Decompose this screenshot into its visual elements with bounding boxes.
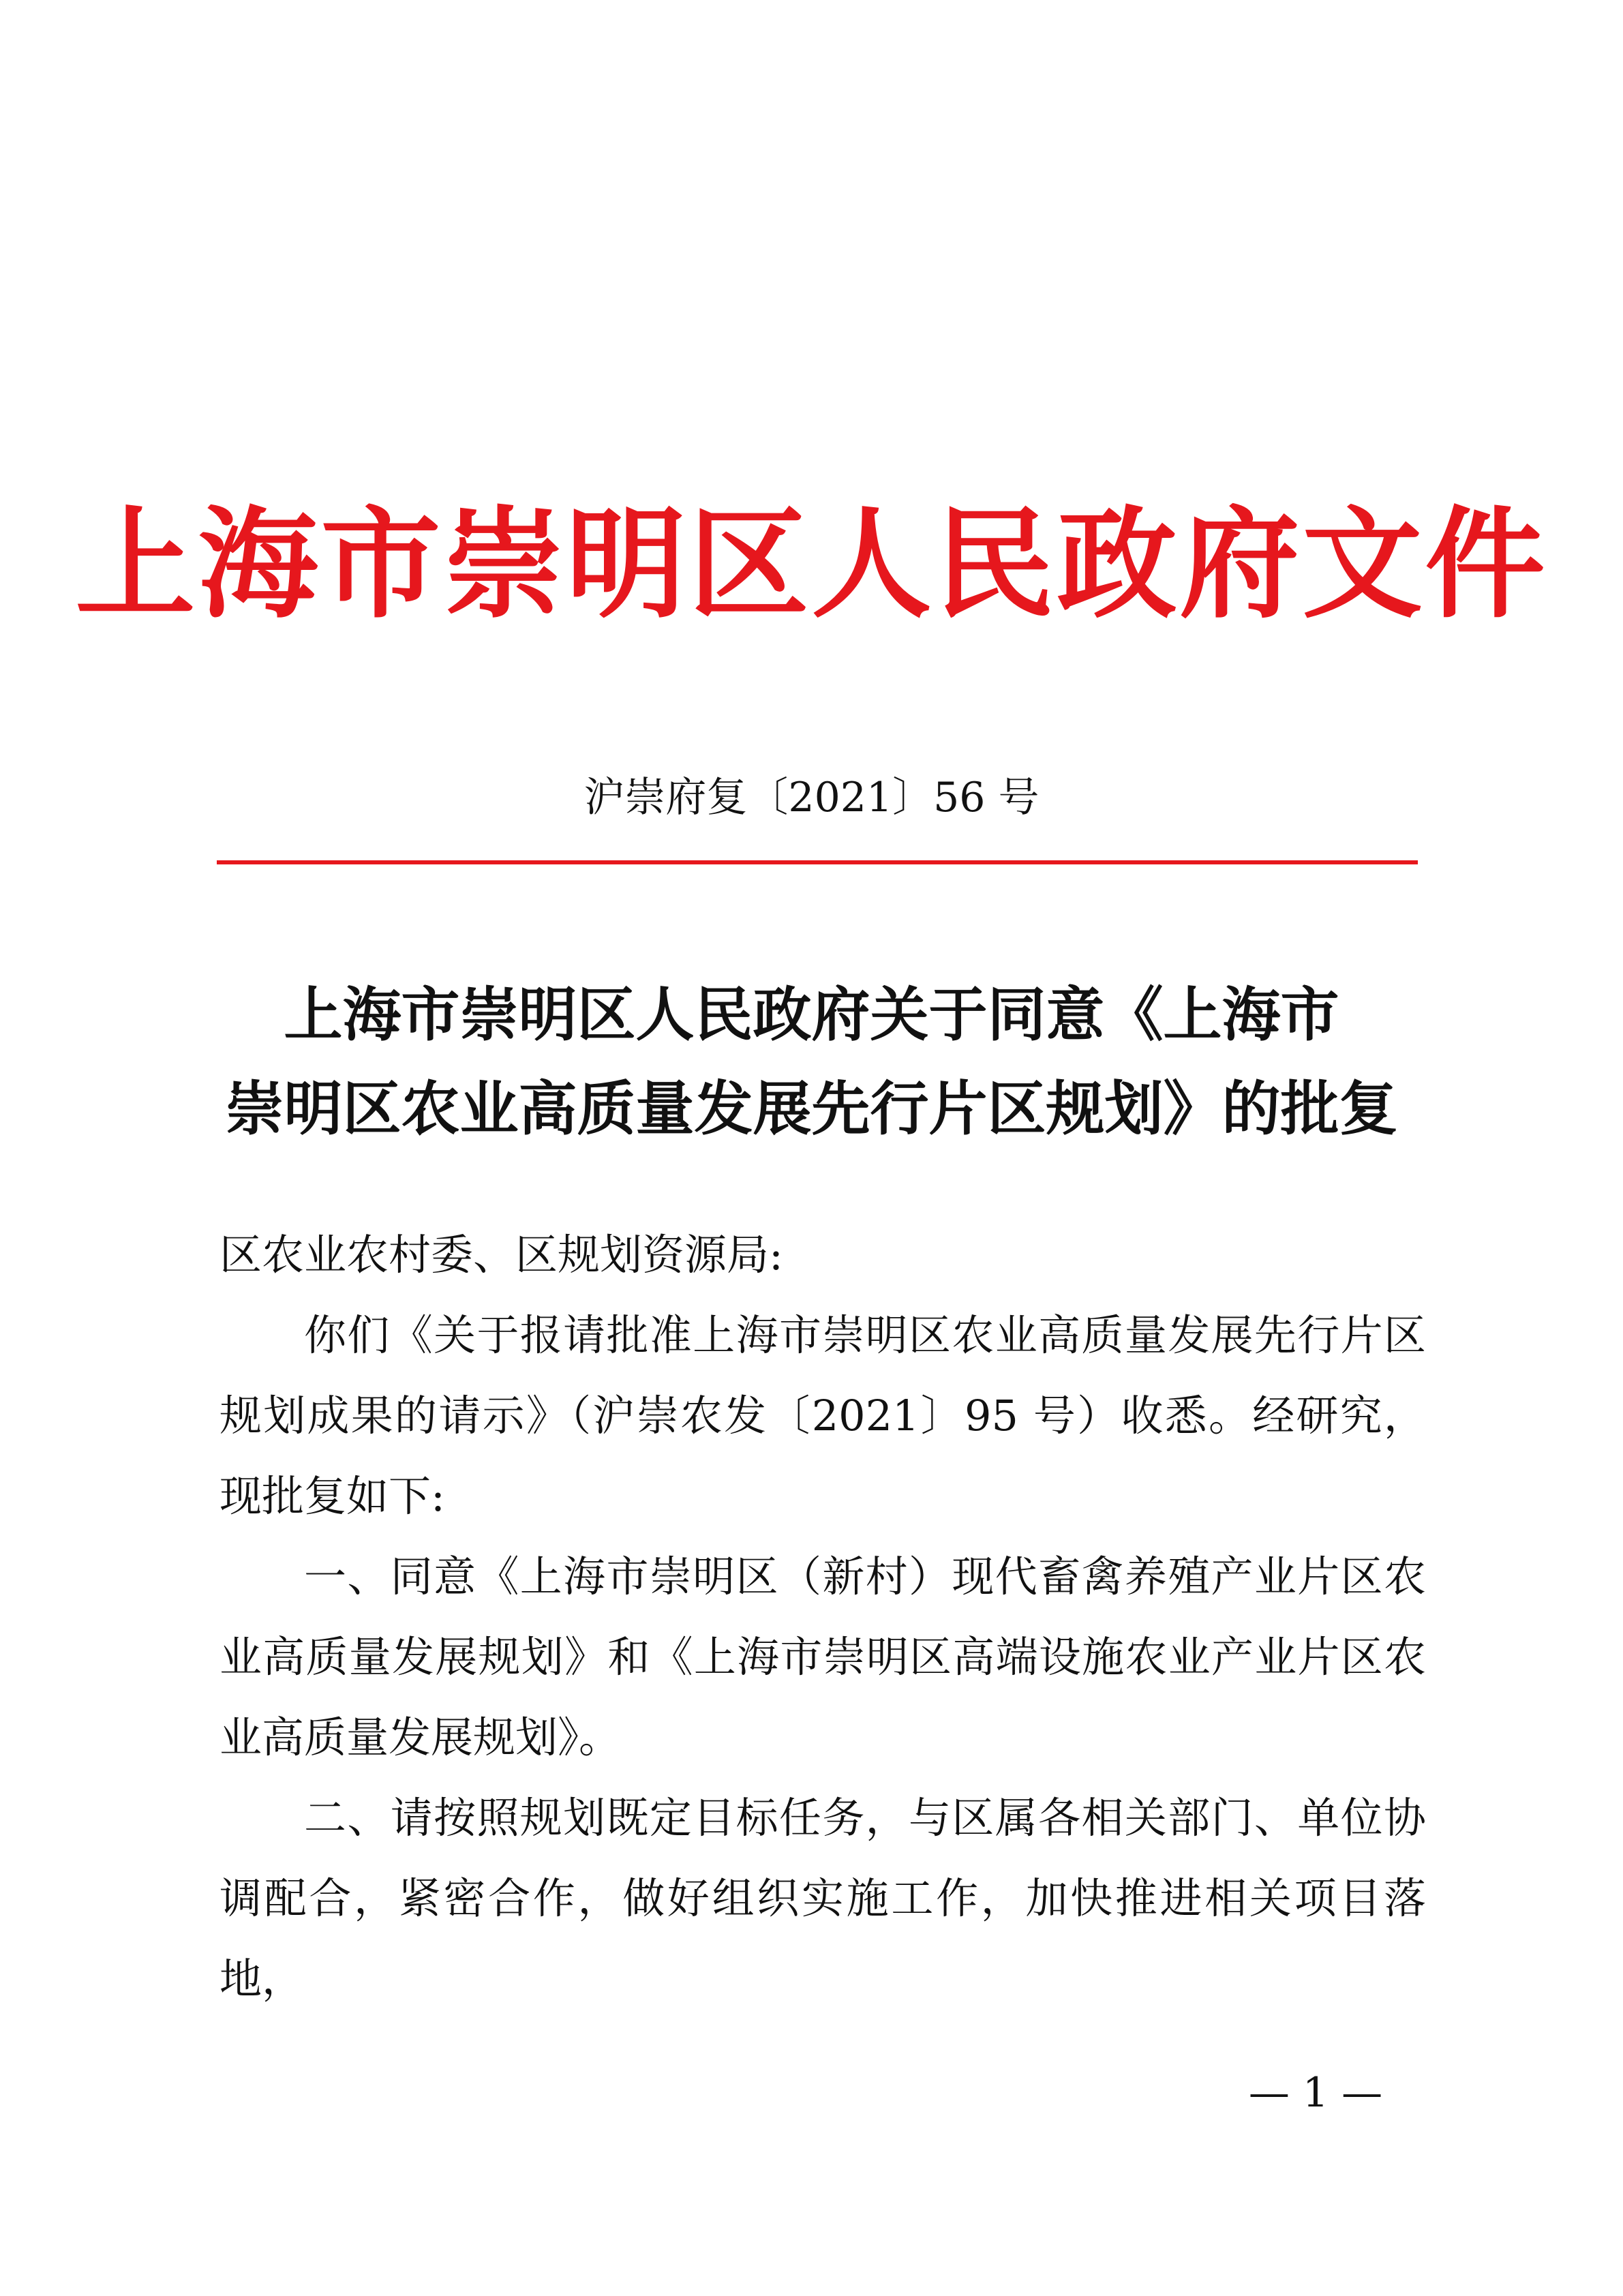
document-title-line-2: 崇明区农业高质量发展先行片区规划》的批复 <box>225 1074 1398 1143</box>
addressee: 区农业农村委、区规划资源局: <box>219 1230 783 1280</box>
body-paragraph-3: 二、请按照规划既定目标任务，与区属各相关部门、单位协调配合，紧密合作，做好组织实施工作，加快推进相关项目落地， <box>219 1793 1426 2004</box>
document-number: 沪崇府复〔2021〕56 号 <box>583 774 1040 821</box>
page-number: — 1 — <box>1248 2069 1383 2117</box>
document-title-line-1: 上海市崇明区人民政府关于同意《上海市 <box>284 980 1339 1049</box>
body-paragraph-2: 一、同意《上海市崇明区（新村）现代畜禽养殖产业片区农业高质量发展规划》和《上海市崇明区高端设施农业产业片区农业高质量发展规划》。 <box>219 1552 1426 1762</box>
issuer-header-title: 上海市崇明区人民政府文件 <box>75 494 1548 635</box>
document-body <box>219 1215 1426 2019</box>
body-paragraph-1: 你们《关于报请批准上海市崇明区农业高质量发展先行片区规划成果的请示》（沪崇农发〔2021〕95 号）收悉。经研究，现批复如下: <box>219 1310 1426 1521</box>
document-title <box>0 968 1623 1156</box>
red-divider-line <box>217 860 1418 864</box>
